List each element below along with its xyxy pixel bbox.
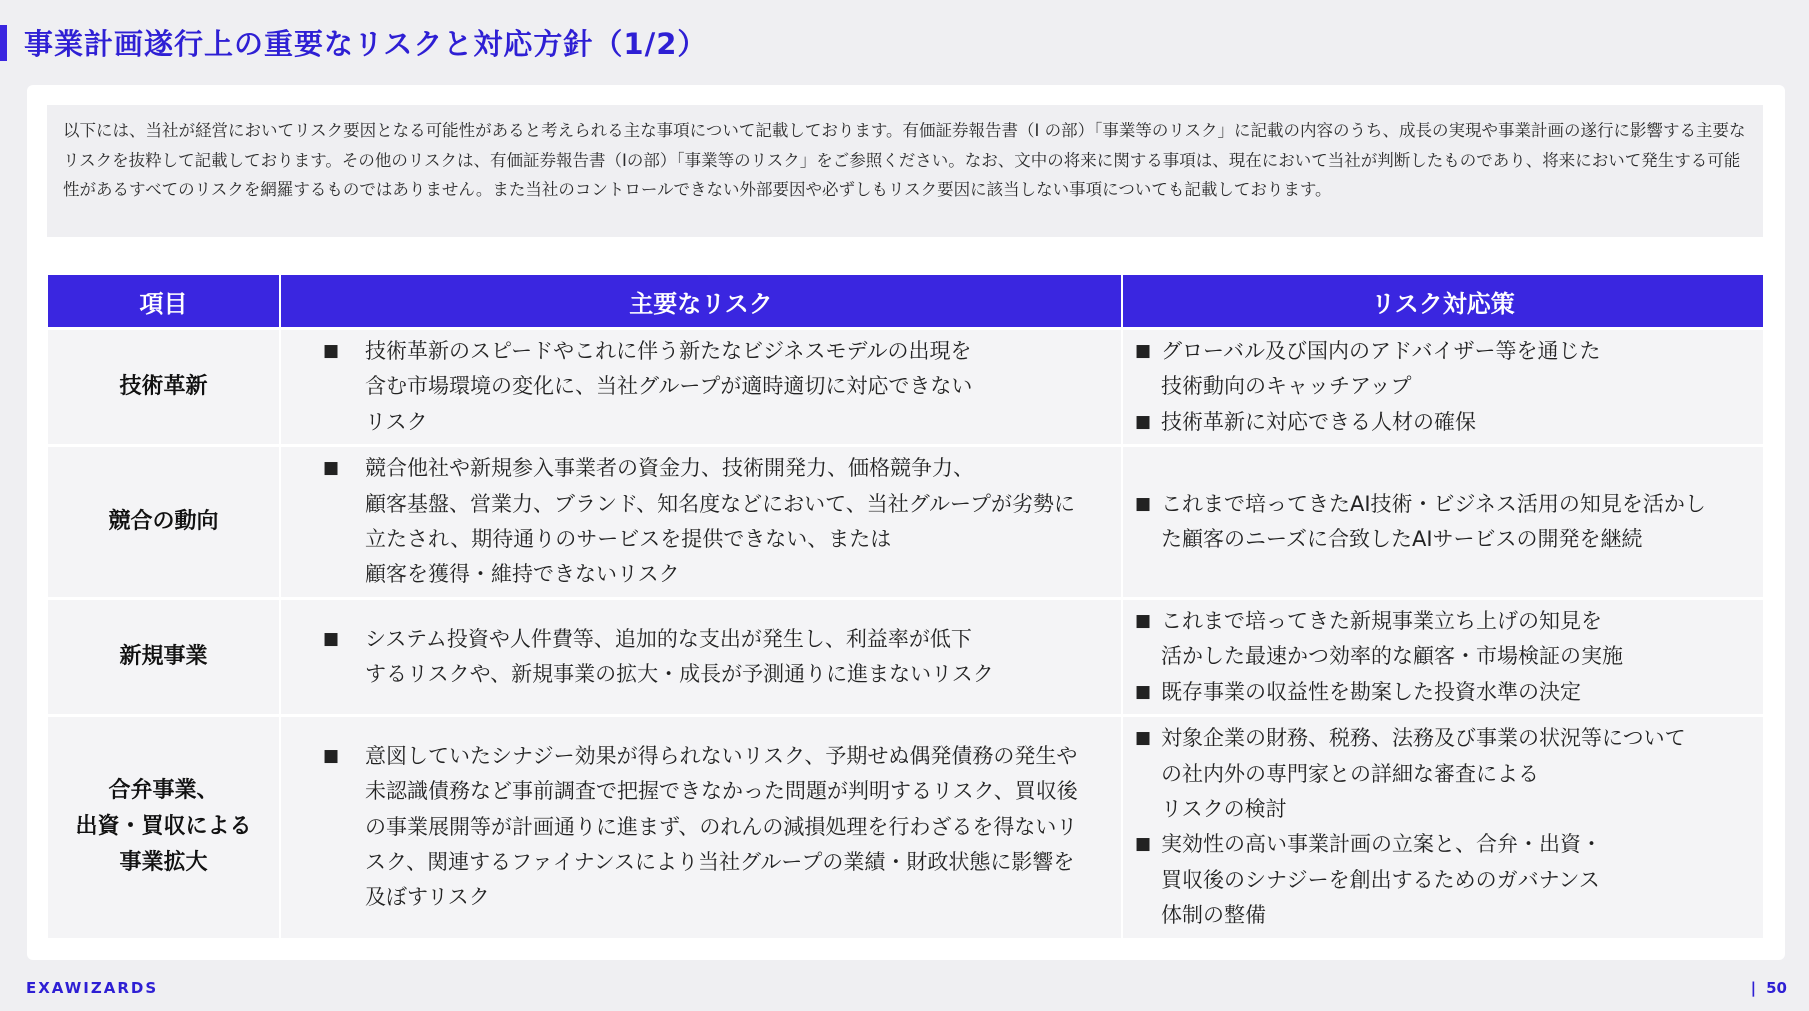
row-item-label: 技術革新	[48, 329, 280, 446]
bullet-marker: ■	[323, 341, 340, 362]
bullet-marker: ■	[1135, 341, 1152, 362]
intro-text: 以下には、当社が経営においてリスク要因となる可能性があると考えられる主な事項について記載しております。有価証券報告書（I の部）「事業等のリスク」に記載の内容のうち、成長の実現や事業計画の遂行に影響する主要なリスクを抜粋して記載しております。その他のリスクは、有価証券報告書（Iの部）「事業等のリスク」をご参照ください。なお、文中の将来に関する事項は、現在において当社が判断したものであり、将来において発生する可能性があるすべてのリスクを網羅するものではありません。また当社のコントロールできない外部要因や必ずしもリスク要因に該当しない事項についても記載しております。	[47, 105, 1763, 237]
bullet-marker: ■	[1135, 834, 1152, 855]
risk-cell	[280, 716, 1122, 938]
row-item-label: 競合の動向	[48, 446, 280, 599]
risk-bullet: ■ システム投資や人件費等、追加的な支出が発生し、利益率が低下 するリスクや、新規事業の拡大・成長が予測通りに進まないリスク	[281, 622, 1121, 693]
response-bullet: ■ 既存事業の収益性を勘案した投資水準の決定	[1123, 675, 1763, 710]
page-number-value: 50	[1766, 979, 1787, 997]
response-bullet: ■ これまで培ってきたAI技術・ビジネス活用の知見を活かし た顧客のニーズに合致したAIサービスの開発を継続	[1123, 487, 1763, 558]
table-row	[48, 716, 1763, 938]
bullet-marker: ■	[323, 628, 340, 649]
table-row	[48, 599, 1763, 716]
title-accent-bar	[0, 25, 7, 61]
bullet-marker: ■	[1135, 411, 1152, 432]
page-number-separator: |	[1750, 979, 1757, 997]
response-bullet: ■ 技術革新に対応できる人材の確保	[1123, 405, 1763, 440]
response-bullet: ■ グローバル及び国内のアドバイザー等を通じた 技術動向のキャッチアップ	[1123, 334, 1763, 405]
company-logo: EXAWIZARDS	[26, 979, 159, 997]
bullet-marker: ■	[323, 458, 340, 479]
row-item-label: 合弁事業、 出資・買収による 事業拡大	[48, 716, 280, 938]
response-bullet: ■ 対象企業の財務、税務、法務及び事業の状況等について の社内外の専門家との詳細な審査による リスクの検討	[1123, 721, 1763, 827]
risk-cell	[280, 446, 1122, 599]
bullet-marker: ■	[323, 746, 340, 766]
bullet-marker: ■	[1135, 493, 1152, 514]
risk-cell	[280, 599, 1122, 716]
table-row	[48, 446, 1763, 599]
page-number	[1751, 979, 1787, 997]
response-bullet: ■ 実効性の高い事業計画の立案と、合弁・出資・ 買収後のシナジーを創出するためのガバナンス 体制の整備	[1123, 827, 1763, 933]
response-cell	[1122, 599, 1763, 716]
risk-bullet: ■ 意図していたシナジー効果が得られないリスク、予期せぬ偶発債務の発生や 未認識債務など事前調査で把握できなかった問題が判明するリスク、買収後 の事業展開等が計画通りに進まず、のれんの減損処理を行わざるを得ないリ スク、関連するファイナンスにより当社グループの業績・財政状態に影響を 及ぼすリスク	[281, 739, 1121, 915]
header-item: 項目	[48, 275, 280, 329]
response-cell	[1122, 329, 1763, 446]
bullet-marker: ■	[1135, 728, 1152, 749]
bullet-marker: ■	[1135, 611, 1152, 632]
response-cell	[1122, 716, 1763, 938]
header-main-risk: 主要なリスク	[280, 275, 1122, 329]
row-item-label: 新規事業	[48, 599, 280, 716]
bullet-marker: ■	[1135, 681, 1152, 702]
table-row	[48, 329, 1763, 446]
risk-table	[48, 275, 1763, 938]
header-response: リスク対応策	[1122, 275, 1763, 329]
response-cell	[1122, 446, 1763, 599]
risk-bullet: ■ 技術革新のスピードやこれに伴う新たなビジネスモデルの出現を 含む市場環境の変化に、当社グループが適時適切に対応できない リスク	[281, 334, 1121, 440]
risk-cell	[280, 329, 1122, 446]
page-title: 事業計画遂行上の重要なリスクと対応方針（1/2）	[24, 27, 708, 61]
response-bullet: ■ これまで培ってきた新規事業立ち上げの知見を 活かした最速かつ効率的な顧客・市場検証の実施	[1123, 604, 1763, 675]
table-header-row	[48, 275, 1763, 329]
risk-bullet: ■ 競合他社や新規参入事業者の資金力、技術開発力、価格競争力、 顧客基盤、営業力、ブランド、知名度などにおいて、当社グループが劣勢に 立たされ、期待通りのサービスを提供できない、または 顧客を獲得・維持できないリスク	[281, 451, 1121, 592]
